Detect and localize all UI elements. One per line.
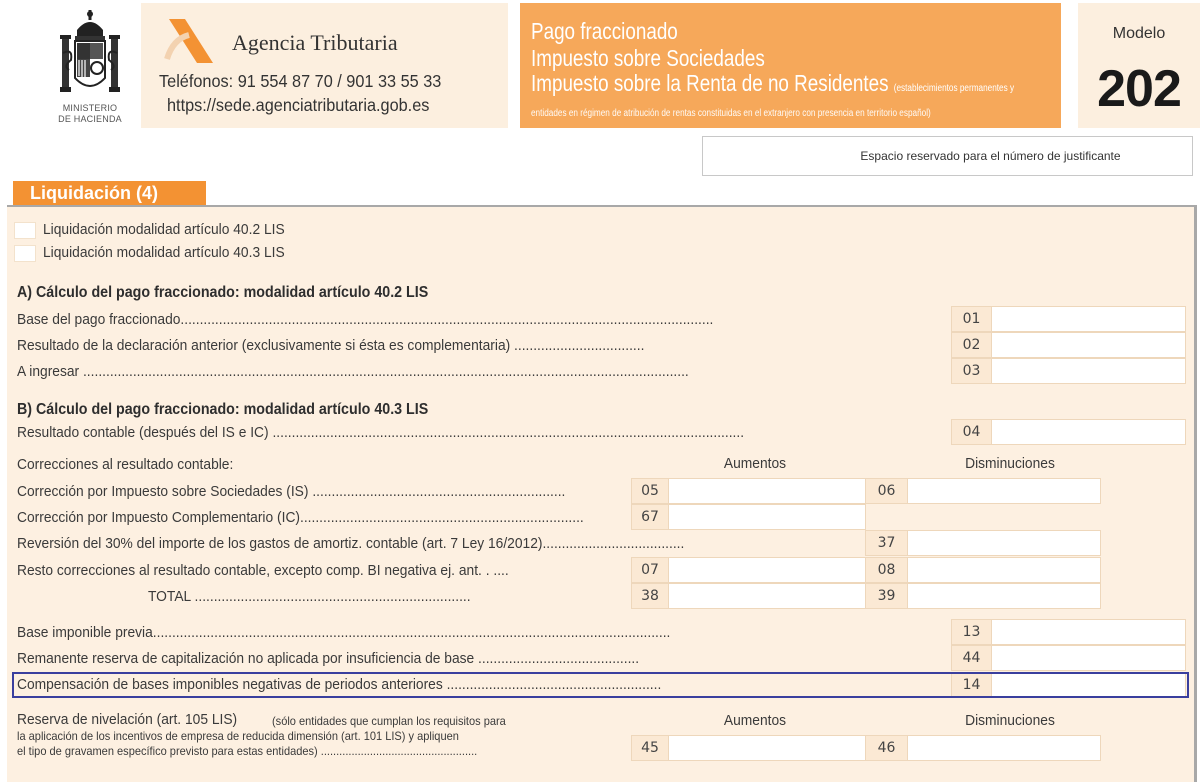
row-text-total: TOTAL bbox=[148, 588, 191, 605]
input-37[interactable] bbox=[908, 531, 1100, 555]
agency-name: Agencia Tributaria bbox=[232, 30, 398, 55]
form-title-line1: Pago fraccionado bbox=[531, 18, 678, 44]
form-title-line4: entidades en régimen de atribución de rentas constituidas en el extranjero con presencia en territorio español) bbox=[531, 108, 931, 119]
row-text-03: A ingresar bbox=[17, 363, 80, 380]
field-07[interactable] bbox=[668, 557, 866, 583]
row-text-02: Resultado de la declaración anterior (exclusivamente si ésta es complementaria) bbox=[17, 337, 511, 354]
row-label-13: Base imponible previa....................................................................................................................................... bbox=[17, 624, 671, 641]
field-01[interactable] bbox=[991, 306, 1186, 332]
option-label-40-2: Liquidación modalidad artículo 40.2 LIS bbox=[43, 221, 285, 238]
reserva-note-line1: (sólo entidades que cumplan los requisitos para bbox=[272, 714, 506, 728]
code-02: 02 bbox=[951, 332, 992, 358]
form-title-line3-note: (establecimientos permanentes y bbox=[893, 83, 1015, 94]
field-38[interactable] bbox=[668, 583, 866, 609]
input-38[interactable] bbox=[669, 584, 865, 608]
highlight-box-row-14 bbox=[12, 672, 1189, 698]
input-05[interactable] bbox=[669, 479, 865, 503]
row-text-44: Remanente reserva de capitalización no aplicada por insuficiencia de base bbox=[17, 650, 475, 667]
input-45[interactable] bbox=[669, 736, 865, 760]
part-a-heading: A) Cálculo del pago fraccionado: modalidad artículo 40.2 LIS bbox=[17, 284, 429, 301]
code-06: 06 bbox=[865, 478, 908, 504]
code-14: 14 bbox=[951, 672, 992, 698]
code-45: 45 bbox=[631, 735, 669, 761]
agencia-tributaria-logo-icon bbox=[163, 17, 219, 67]
code-08: 08 bbox=[865, 557, 908, 583]
code-67: 67 bbox=[631, 504, 669, 530]
field-02[interactable] bbox=[991, 332, 1186, 358]
checkbox-modalidad-40-3[interactable] bbox=[14, 245, 36, 262]
field-03[interactable] bbox=[991, 358, 1186, 384]
code-03: 03 bbox=[951, 358, 992, 384]
row-text-05: Corrección por Impuesto sobre Sociedades (IS) bbox=[17, 483, 309, 500]
code-01: 01 bbox=[951, 306, 992, 332]
row-text-67: Corrección por Impuesto Complementario (IC) bbox=[17, 509, 301, 526]
field-67[interactable] bbox=[668, 504, 866, 530]
row-label-04: Resultado contable (después del IS e IC) ........................................................................................................................... bbox=[17, 424, 745, 441]
input-07[interactable] bbox=[669, 558, 865, 582]
option-label-40-3: Liquidación modalidad artículo 40.3 LIS bbox=[43, 244, 285, 261]
field-13[interactable] bbox=[991, 619, 1186, 645]
field-45[interactable] bbox=[668, 735, 866, 761]
code-05: 05 bbox=[631, 478, 669, 504]
field-44[interactable] bbox=[991, 645, 1186, 671]
row-text-01: Base del pago fraccionado bbox=[17, 311, 181, 328]
input-44[interactable] bbox=[992, 646, 1185, 670]
form-title-line3 bbox=[531, 70, 1014, 97]
row-label-14: Compensación de bases imponibles negativas de periodos anteriores ........................................................ bbox=[17, 676, 662, 693]
ministry-name-line2: DE HACIENDA bbox=[58, 114, 122, 124]
field-37[interactable] bbox=[907, 530, 1101, 556]
reserva-note-line3-text: el tipo de gravamen específico previsto para estas entidades) bbox=[17, 744, 318, 758]
reserva-col-header-disminuciones: Disminuciones bbox=[965, 712, 1055, 729]
field-05[interactable] bbox=[668, 478, 866, 504]
row-label-total: TOTAL ........................................................................ bbox=[148, 588, 471, 605]
field-04[interactable] bbox=[991, 419, 1186, 445]
modelo-box bbox=[1078, 3, 1200, 128]
code-37: 37 bbox=[865, 530, 908, 556]
code-38: 38 bbox=[631, 583, 669, 609]
agency-url[interactable]: https://sede.agenciatributaria.gob.es bbox=[167, 95, 430, 115]
reserva-note-line2: la aplicación de los incentivos de empresa de reducida dimensión (art. 101 LIS) y apliquen bbox=[17, 729, 459, 743]
form-title-box bbox=[520, 3, 1061, 128]
coat-of-arms-icon bbox=[59, 8, 121, 103]
reserva-label-main: Reserva de nivelación (art. 105 LIS) bbox=[17, 711, 238, 728]
row-label-03: A ingresar .............................................................................................................................................................. bbox=[17, 363, 689, 380]
input-04[interactable] bbox=[992, 420, 1185, 444]
row-label-01: Base del pago fraccionado........................................................................................................................................... bbox=[17, 311, 714, 328]
modelo-label: Modelo bbox=[1112, 25, 1166, 42]
ministry-name-line1: MINISTERIO bbox=[62, 103, 118, 113]
field-08[interactable] bbox=[907, 557, 1101, 583]
field-39[interactable] bbox=[907, 583, 1101, 609]
modelo-number: 202 bbox=[1097, 60, 1181, 118]
input-02[interactable] bbox=[992, 333, 1185, 357]
input-13[interactable] bbox=[992, 620, 1185, 644]
code-04: 04 bbox=[951, 419, 992, 445]
code-13: 13 bbox=[951, 619, 992, 645]
reserva-label-line1 bbox=[17, 711, 256, 729]
checkbox-modalidad-40-2[interactable] bbox=[14, 222, 36, 239]
row-text-37: Reversión del 30% del importe de los gastos de amortiz. contable (art. 7 Ley 16/2012) bbox=[17, 535, 543, 552]
part-b-heading: B) Cálculo del pago fraccionado: modalidad artículo 40.3 LIS bbox=[17, 401, 429, 418]
col-header-disminuciones: Disminuciones bbox=[965, 455, 1055, 472]
code-07: 07 bbox=[631, 557, 669, 583]
input-67[interactable] bbox=[669, 505, 865, 529]
corrections-label: Correcciones al resultado contable: bbox=[17, 456, 234, 473]
code-39: 39 bbox=[865, 583, 908, 609]
row-label-67: Corrección por Impuesto Complementario (IC).......................................................................... bbox=[17, 509, 584, 526]
form-title-line2: Impuesto sobre Sociedades bbox=[531, 45, 765, 71]
section-tab-liquidacion: Liquidación (4) bbox=[13, 181, 206, 205]
reserva-col-header-aumentos: Aumentos bbox=[723, 712, 787, 729]
input-06[interactable] bbox=[908, 479, 1100, 503]
agency-phones: Teléfonos: 91 554 87 70 / 901 33 55 33 bbox=[159, 71, 442, 91]
row-label-44: Remanente reserva de capitalización no aplicada por insuficiencia de base .......................................... bbox=[17, 650, 640, 667]
reserved-justificante-space bbox=[702, 136, 1193, 176]
agency-info-box bbox=[141, 3, 508, 128]
input-39[interactable] bbox=[908, 584, 1100, 608]
row-text-04: Resultado contable (después del IS e IC) bbox=[17, 424, 269, 441]
code-46: 46 bbox=[865, 735, 908, 761]
row-text-13: Base imponible previa bbox=[17, 624, 153, 641]
row-label-02: Resultado de la declaración anterior (exclusivamente si ésta es complementaria) .................................. bbox=[17, 337, 645, 354]
ministry-logo bbox=[40, 8, 140, 143]
form-title-line3-main: Impuesto sobre la Renta de no Residentes bbox=[531, 70, 889, 96]
reserved-justificante-label: Espacio reservado para el número de justificante bbox=[860, 149, 1121, 163]
row-text-14: Compensación de bases imponibles negativas de periodos anteriores bbox=[17, 676, 443, 693]
input-46[interactable] bbox=[908, 736, 1100, 760]
input-08[interactable] bbox=[908, 558, 1100, 582]
col-header-aumentos: Aumentos bbox=[723, 455, 787, 472]
row-label-37: Reversión del 30% del importe de los gastos de amortiz. contable (art. 7 Ley 16/2012)..................................... bbox=[17, 535, 685, 552]
input-03[interactable] bbox=[992, 359, 1185, 383]
field-06[interactable] bbox=[907, 478, 1101, 504]
code-44: 44 bbox=[951, 645, 992, 671]
reserva-note-line3: el tipo de gravamen específico previsto para estas entidades) ................................................... bbox=[17, 744, 478, 758]
row-label-07: Resto correcciones al resultado contable, excepto comp. BI negativa ej. ant. . .... bbox=[17, 562, 509, 579]
row-label-05: Corrección por Impuesto sobre Sociedades (IS) .................................................................. bbox=[17, 483, 566, 500]
input-01[interactable] bbox=[992, 307, 1185, 331]
field-46[interactable] bbox=[907, 735, 1101, 761]
